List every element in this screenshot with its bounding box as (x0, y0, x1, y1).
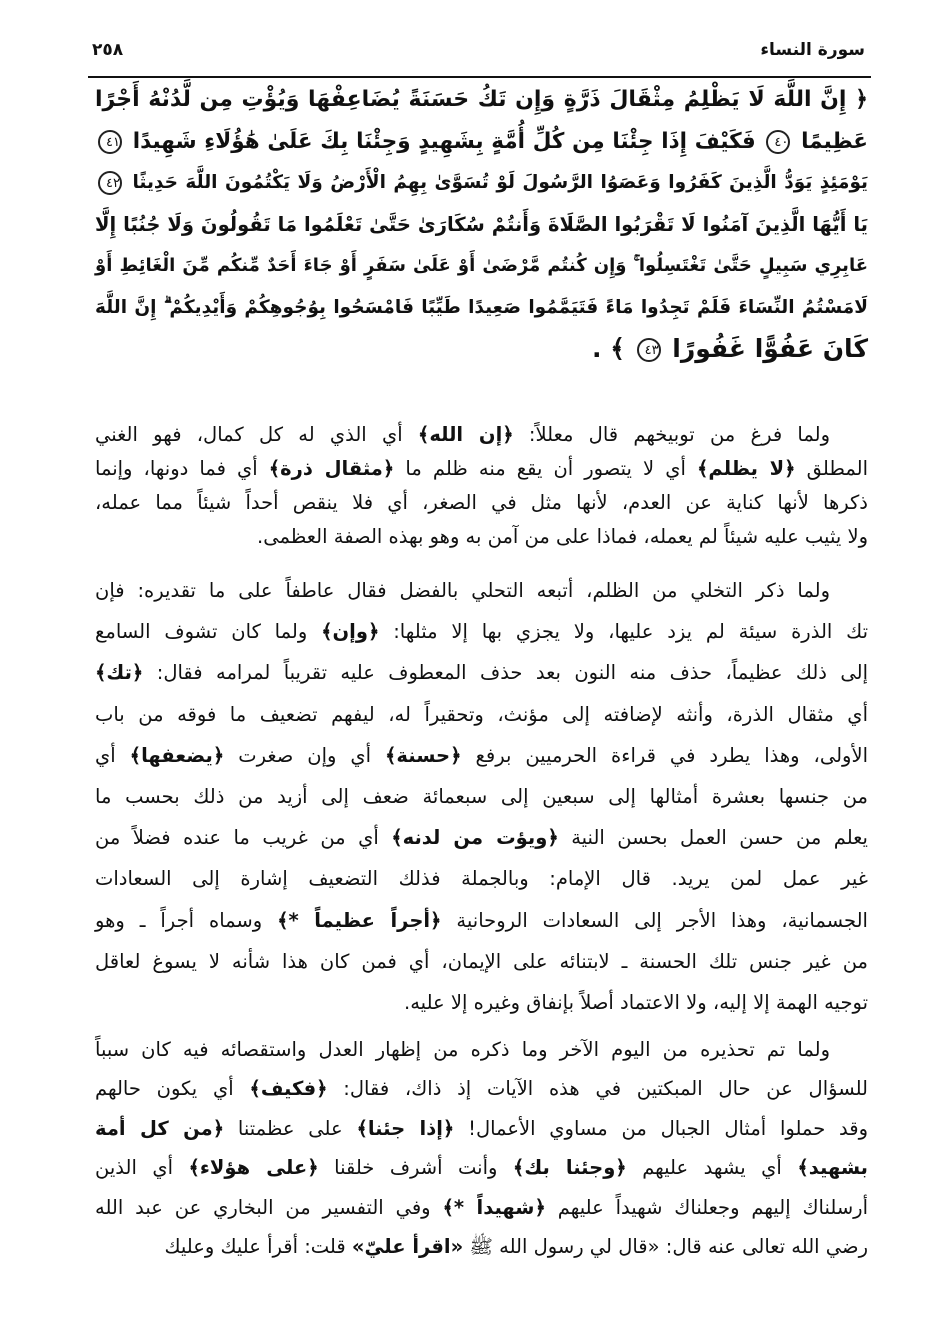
text-line (95, 452, 868, 486)
text-segment: إلى ذلك عظيماً، حذف منه النون بعد حذف المعطوف عليه تقريباً لمرامه فقال: (143, 661, 868, 685)
commentary-paragraph (95, 418, 868, 554)
text-line (95, 570, 868, 611)
text-segment: فَكَيْفَ إِذَا جِئْنَا مِن كُلِّ أُمَّةٍ بِشَهِيدٍ وَجِئْنَا بِكَ عَلَىٰ هَٰؤُلَاءِ شَهِيدًا (132, 128, 756, 154)
text-segment: وقد حملوا أمثال الجبال من مساوي الأعمال! (454, 1116, 869, 1140)
quoted-verse-term: ﴿إن الله﴾ (417, 423, 514, 446)
quoted-verse-term: ﴿لا يظلم﴾ (696, 457, 796, 480)
text-segment: يعلم من حسن العمل بحسن النية (558, 826, 868, 850)
quoted-verse-term: ﴿وإن﴾ (321, 620, 380, 644)
text-segment: يَا أَيُّهَا الَّذِينَ آمَنُوا لَا تَقْرَبُوا الصَّلَاةَ وَأَنتُمْ سُكَارَىٰ حَتَّىٰ تَعْلَمُوا مَا تَقُولُونَ وَلَا جُنُبًا إِلَّا (95, 212, 868, 236)
commentary-paragraph (95, 1030, 868, 1266)
text-segment: أي الذي له كل كمال، فهو الغني (95, 423, 418, 446)
text-segment: الأولى، وهذا يطرد في قراءة الحرميين برفع (461, 743, 868, 767)
text-segment: الجسمانية، وهذا الأجر إلى السعادات الروحانية (441, 908, 868, 932)
text-segment: وأنت أشرف خلقنا (318, 1156, 513, 1180)
text-line (95, 486, 868, 520)
text-segment: وفي التفسير من البخاري عن عبد الله (95, 1195, 443, 1219)
quoted-verse-term: ﴿مثقال ذرة﴾ (268, 457, 395, 480)
text-line (95, 776, 868, 817)
text-line (95, 1030, 868, 1069)
text-segment: عَظِيمًا (801, 128, 868, 154)
text-segment: ولما كان تشوف السامع (95, 620, 322, 644)
text-segment: يَوْمَئِذٍ يَوَدُّ الَّذِينَ كَفَرُوا وَعَصَوُا الرَّسُولَ لَوْ تُسَوَّىٰ بِهِمُ الْأَرْضُ وَلَا يَكْتُمُونَ اللَّهَ حَدِيثًا (132, 172, 868, 193)
text-line (95, 121, 868, 163)
text-line (95, 652, 868, 693)
quoted-verse-term: ﴿تك﴾ (95, 661, 144, 685)
quoted-verse-term: ﴿من كل أمة (95, 1116, 225, 1140)
text-line (95, 735, 868, 776)
ayah-number-marker: ٤١ (98, 130, 122, 154)
page-number: ٢٥٨ (92, 40, 124, 60)
commentary-paragraph (95, 570, 868, 1023)
text-segment: لَامَسْتُمُ النِّسَاءَ فَلَمْ تَجِدُوا مَاءً فَتَيَمَّمُوا صَعِيدًا طَيِّبًا فَامْسَحُوا بِوُجُوهِكُمْ وَأَيْدِيكُمْ ۗ إِنَّ اللَّهَ (95, 296, 868, 318)
text-segment: توجيه الهمة إلا إليه، ولا الاعتماد أصلاً بإنفاق وغيره إلا عليه. (404, 990, 868, 1014)
text-segment: غير عمل لمن يريد. قال الإمام: وبالجملة فذلك التضعيف إشارة إلى السعادات (95, 867, 868, 891)
ayah-number-marker: ٤٢ (98, 171, 122, 195)
text-segment: المطلق (795, 457, 869, 480)
text-segment: كَانَ عَفُوًّا غَفُورًا (672, 334, 868, 363)
text-segment: وسماه أجراً ـ وهو (95, 908, 278, 932)
running-header-surah: سورة النساء (760, 40, 865, 60)
header-rule (88, 76, 871, 78)
text-line (95, 982, 868, 1023)
text-line (95, 1069, 868, 1108)
ayah-number-marker: ٤٣ (637, 338, 661, 362)
text-line (95, 817, 868, 858)
quoted-verse-term: ﴿يضعفها﴾ (129, 743, 225, 767)
text-line (95, 1109, 868, 1148)
text-segment: قلت: أقرأ عليك وعليك (164, 1234, 352, 1258)
text-segment: رضي الله تعالى عنه قال: «قال لي رسول الله ﷺ (463, 1234, 868, 1258)
text-segment: ﴾ . (592, 334, 625, 363)
text-line (95, 1227, 868, 1266)
text-segment: أي يكون حالهم (95, 1077, 250, 1101)
text-segment: أي من غريب ما عنده فضلاً من (95, 826, 392, 850)
text-line (95, 941, 868, 982)
quoted-verse-term: بشهيد﴾ (797, 1156, 868, 1180)
quoted-verse-term: ﴿على هؤلاء﴾ (188, 1156, 319, 1180)
text-segment: ولا يثيب عليه شيئاً لم يعمله، فماذا على من آمن به وهو بهذه الصفة العظمى. (257, 525, 868, 548)
ayah-number-marker: ٤٠ (766, 130, 790, 154)
text-segment: من غير جنس تلك الحسنة ـ لابتنائه على الإيمان، أي فمن كان هذا شأنه لا يسوغ لعاقل (95, 949, 868, 973)
quoted-verse-term: ﴿شهيداً *﴾ (442, 1195, 546, 1219)
text-segment: ﴿ إِنَّ اللَّهَ لَا يَظْلِمُ مِثْقَالَ ذَرَّةٍ وَإِن تَكُ حَسَنَةً يُضَاعِفْهَا وَيُؤْتِ مِن لَّدُنْهُ أَجْرًا (95, 87, 868, 112)
quoted-verse-term: ﴿فكيف﴾ (249, 1077, 328, 1101)
quoted-verse-term: «اقرأ عليّ» (351, 1234, 464, 1258)
quoted-verse-term: ﴿وجئنا بك﴾ (512, 1156, 627, 1180)
text-line (95, 900, 868, 941)
text-segment: عَابِرِي سَبِيلٍ حَتَّىٰ تَغْتَسِلُوا ۚ وَإِن كُنتُم مَّرْضَىٰ أَوْ عَلَىٰ سَفَرٍ أَوْ جَاءَ أَحَدٌ مِّنكُم مِّنَ الْغَائِطِ أَوْ (95, 255, 868, 276)
quoted-verse-term: ﴿إذا جئنا﴾ (356, 1116, 455, 1140)
text-segment: ولما تم تحذيره من اليوم الآخر وما ذكره من إظهار العدل واستقصائه فيه كان سبباً (95, 1038, 830, 1061)
quoted-verse-term: ﴿حسنة﴾ (385, 743, 462, 767)
quran-verses (95, 79, 868, 370)
text-segment: أي (95, 743, 130, 767)
text-segment: أي وإن صغرت (224, 743, 385, 767)
text-line (95, 162, 868, 204)
text-line (95, 1148, 868, 1187)
text-line (95, 204, 868, 246)
text-segment: أي لا يتصور أن يقع منه ظلم ما (394, 457, 697, 480)
text-segment: ولما ذكر التخلي من الظلم، أتبعه التحلي بالفضل فقال عاطفاً على ما تقديره: فإن (95, 579, 830, 602)
text-line (95, 611, 868, 652)
text-line (95, 79, 868, 121)
text-segment: للسؤال عن حال المبكتين في هذه الآيات إذ ذاك، فقال: (327, 1077, 868, 1101)
text-line (95, 245, 868, 287)
text-line (95, 1188, 868, 1227)
text-line (95, 418, 868, 452)
quoted-verse-term: ﴿أجراً عظيماً *﴾ (277, 908, 442, 932)
text-segment: ولما فرغ من توبيخهم قال معللاً: (513, 423, 830, 446)
text-segment: أي يشهد عليهم (626, 1156, 798, 1180)
text-segment: تك الذرة سيئة لم يزد عليها، ولا يجزي بها إلا مثلها: (379, 620, 868, 644)
text-line (95, 520, 868, 554)
text-line (95, 694, 868, 735)
text-line (95, 328, 868, 370)
text-line (95, 858, 868, 899)
text-segment: على عظمتنا (224, 1116, 357, 1140)
text-segment: أرسلناك إليهم وجعلناك شهيداً عليهم (545, 1195, 868, 1219)
quoted-verse-term: ﴿ويؤت من لدنه﴾ (391, 826, 559, 850)
text-segment: أي فما دونها، وإنما (95, 457, 269, 480)
text-line (95, 287, 868, 329)
text-segment: أي مثقال الذرة، وأنثه لإضافته إلى مؤنث، وتحقيراً له، ليفهم تضعيف ما فوقه من باب (95, 702, 868, 726)
text-segment: أي الذين (95, 1156, 189, 1180)
text-segment: من جنسها بعشرة أمثالها إلى سبعين إلى سبعمائة ضعف إلى أزيد من ذلك بحسب ما (95, 784, 868, 808)
text-segment: ذكرها لأنها كناية عن العدم، لأنها مثل في الصغر، أي فلا ينقص أحداً شيئاً مما عمله، (95, 491, 868, 514)
